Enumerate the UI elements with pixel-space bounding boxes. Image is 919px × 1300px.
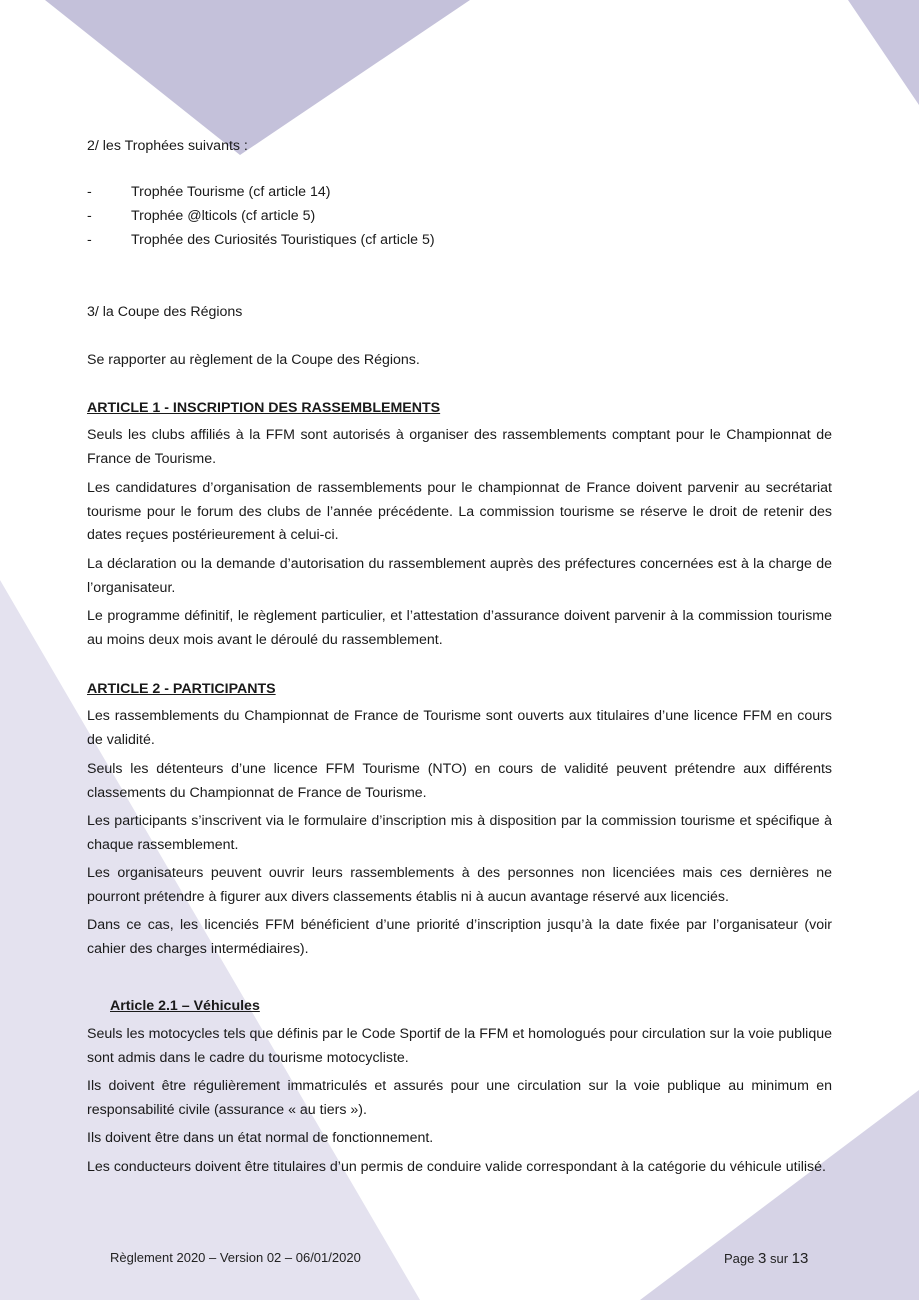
article-2-1-paragraph: Ils doivent être dans un état normal de fonctionnement. <box>87 1130 434 1146</box>
list-item-text: Trophée @lticols (cf article 5) <box>131 208 316 224</box>
article-2-1-paragraph: Ils doivent être régulièrement immatriculés et assurés pour une circulation sur la voie publique au minimum en responsabilité civile (assurance « au tiers »). <box>87 1078 832 1118</box>
list-item: - Trophée Tourisme (cf article 14) <box>87 184 331 200</box>
page-total: 13 <box>791 1250 809 1267</box>
list-item-text: Trophée Tourisme (cf article 14) <box>131 184 331 200</box>
article-1-paragraph: La déclaration ou la demande d’autorisation du rassemblement auprès des préfectures concernées est à la charge de l’organisateur. <box>87 556 832 596</box>
article-2-paragraph: Les participants s’inscrivent via le formulaire d’inscription mis à disposition par la commission tourisme et spécifique à chaque rassemblement. <box>87 813 832 853</box>
article-1-title: ARTICLE 1 - INSCRIPTION DES RASSEMBLEMENTS <box>87 400 441 416</box>
list-item: - Trophée des Curiosités Touristiques (cf article 5) <box>87 232 435 248</box>
page-current: 3 <box>758 1250 767 1267</box>
article-2-paragraph: Les organisateurs peuvent ouvrir leurs rassemblements à des personnes non licenciées mais ces dernières ne pourront prétendre à figurer aux divers classements établis ni à aucun avantage réservé aux licenciés. <box>87 865 832 905</box>
page-prefix: Page <box>724 1251 755 1266</box>
article-2-1-paragraph: Les conducteurs doivent être titulaires d’un permis de conduire valide correspondant à la catégorie du véhicule utilisé. <box>87 1159 826 1175</box>
article-2-title: ARTICLE 2 - PARTICIPANTS <box>87 681 276 697</box>
footer-page-number <box>724 1250 808 1267</box>
article-1-paragraph: Le programme définitif, le règlement particulier, et l’attestation d’assurance doivent parvenir à la commission tourisme au moins deux mois avant le déroulé du rassemblement. <box>87 608 832 648</box>
article-2-1-paragraph: Seuls les motocycles tels que définis par le Code Sportif de la FFM et homologués pour circulation sur la voie publique sont admis dans le cadre du tourisme motocycliste. <box>87 1026 832 1066</box>
article-2-paragraph: Les rassemblements du Championnat de France de Tourisme sont ouverts aux titulaires d’une licence FFM en cours de validité. <box>87 708 832 748</box>
article-2-1-title: Article 2.1 – Véhicules <box>110 998 260 1014</box>
trophies-heading: 2/ les Trophées suivants : <box>87 138 248 154</box>
page-sep: sur <box>769 1251 789 1266</box>
article-2-paragraph: Seuls les détenteurs d’une licence FFM Tourisme (NTO) en cours de validité peuvent prétendre aux différents classements du Championnat de France de Tourisme. <box>87 761 832 801</box>
footer-version: Règlement 2020 – Version 02 – 06/01/2020 <box>110 1250 361 1265</box>
article-2-paragraph: Dans ce cas, les licenciés FFM bénéficient d’une priorité d’inscription jusqu’à la date fixée par l’organisateur (voir cahier des charges intermédiaires). <box>87 917 832 957</box>
list-item: - Trophée @lticols (cf article 5) <box>87 208 316 224</box>
regions-text: Se rapporter au règlement de la Coupe des Régions. <box>87 352 420 368</box>
article-1-paragraph: Les candidatures d’organisation de rassemblements pour le championnat de France doivent parvenir au secrétariat tourisme pour le forum des clubs de l’année précédente. La commission tourisme se réserve le droit de retenir des dates reçues postérieurement à celui-ci. <box>87 480 832 543</box>
regions-heading: 3/ la Coupe des Régions <box>87 304 243 320</box>
list-item-text: Trophée des Curiosités Touristiques (cf article 5) <box>131 232 435 248</box>
article-1-paragraph: Seuls les clubs affiliés à la FFM sont autorisés à organiser des rassemblements comptant pour le Championnat de France de Tourisme. <box>87 427 832 467</box>
